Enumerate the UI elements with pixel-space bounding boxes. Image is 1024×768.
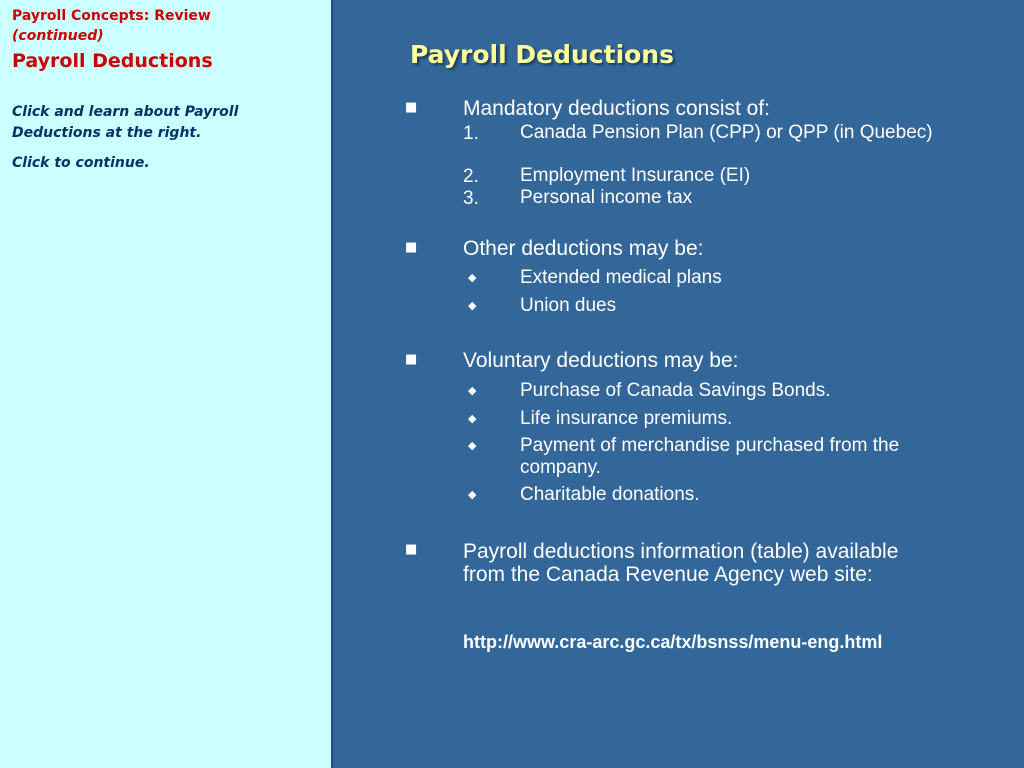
list-item: Canada Pension Plan (CPP) or QPP (in Quebec) — [520, 122, 933, 143]
list-number: 1. — [463, 123, 479, 144]
section-heading: Voluntary deductions may be: — [463, 349, 739, 372]
diamond-bullet-icon: ◆ — [468, 488, 477, 501]
instruction-text: Click and learn about Payroll Deductions at the right. — [12, 104, 239, 141]
section-heading: Payroll deductions information (table) available from the Canada Revenue Agency web site: — [463, 540, 899, 586]
list-item: Life insurance premiums. — [520, 408, 733, 429]
breadcrumb-continued: (continued) — [12, 28, 104, 44]
diamond-bullet-icon: ◆ — [468, 299, 477, 312]
list-item: Extended medical plans — [520, 267, 722, 288]
square-bullet-icon: ■ — [405, 100, 418, 115]
list-item: Personal income tax — [520, 187, 693, 208]
list-number: 3. — [463, 188, 479, 209]
continue-prompt[interactable]: Click to continue. — [12, 155, 150, 171]
square-bullet-icon: ■ — [405, 542, 418, 557]
list-item: Purchase of Canada Savings Bonds. — [520, 380, 831, 401]
cra-website-link[interactable]: http://www.cra-arc.gc.ca/tx/bsnss/menu-eng.html — [463, 632, 883, 652]
diamond-bullet-icon: ◆ — [468, 412, 477, 425]
list-number: 2. — [463, 166, 479, 187]
diamond-bullet-icon: ◆ — [468, 439, 477, 452]
list-item: Employment Insurance (EI) — [520, 165, 751, 186]
breadcrumb-topic: Payroll Deductions — [12, 50, 213, 72]
slide-title: Payroll Deductions — [410, 40, 674, 69]
diamond-bullet-icon: ◆ — [468, 271, 477, 284]
square-bullet-icon: ■ — [405, 240, 418, 255]
list-item: Charitable donations. — [520, 484, 700, 505]
list-item: Union dues — [520, 295, 617, 316]
square-bullet-icon: ■ — [405, 352, 418, 367]
section-heading: Mandatory deductions consist of: — [463, 97, 771, 120]
section-heading: Other deductions may be: — [463, 237, 704, 260]
breadcrumb-section: Payroll Concepts: Review — [12, 8, 211, 24]
list-item: Payment of merchandise purchased from the company. — [520, 435, 900, 478]
diamond-bullet-icon: ◆ — [468, 384, 477, 397]
